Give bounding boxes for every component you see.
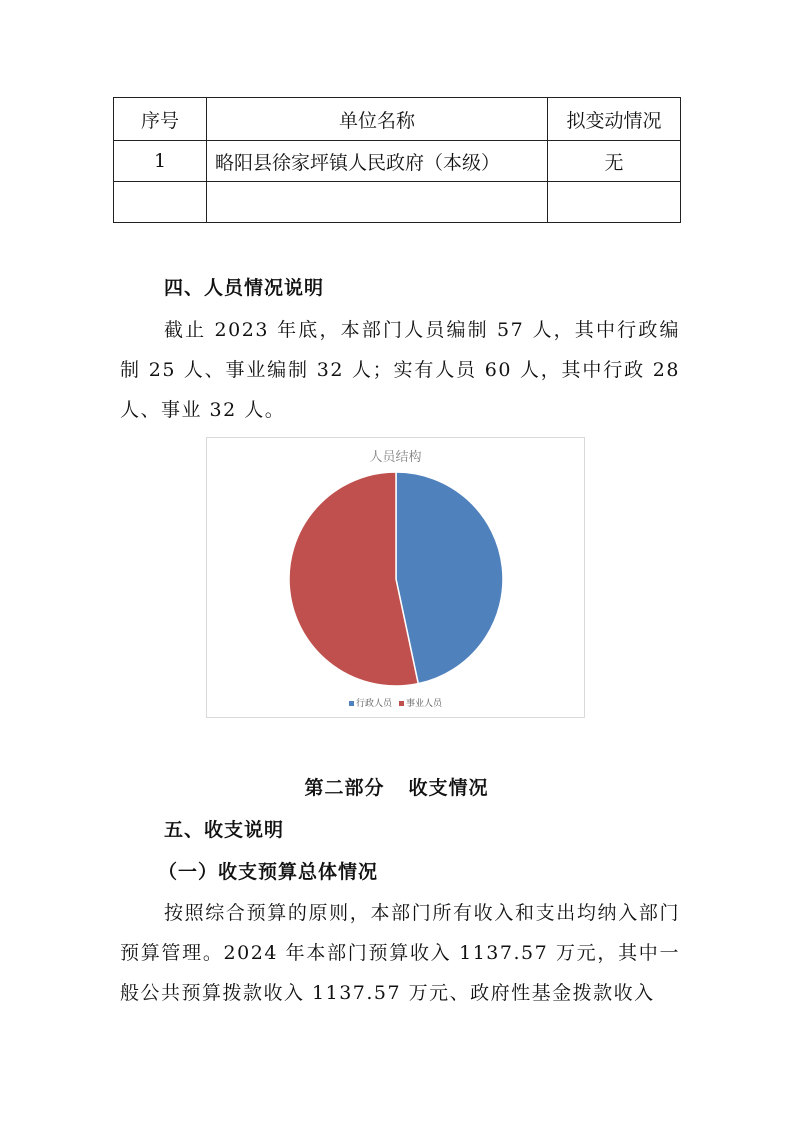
unit-change-table — [113, 97, 681, 223]
header-change-status: 拟变动情况 — [548, 98, 681, 141]
personnel-pie-chart — [206, 437, 585, 718]
cell-change-status — [548, 182, 681, 223]
header-index: 序号 — [114, 98, 207, 141]
chart-title: 人员结构 — [369, 450, 422, 465]
pie-svg — [207, 438, 584, 717]
section5-subheading: （一）收支预算总体情况 — [158, 861, 379, 883]
table-row — [114, 141, 681, 182]
header-unit-name: 单位名称 — [207, 98, 548, 141]
cell-index: 1 — [114, 141, 207, 182]
legend-swatch-admin — [349, 701, 354, 706]
section5-paragraph: 按照综合预算的原则，本部门所有收入和支出均纳入部门预算管理。2024 年本部门预算收入 1137.57 万元，其中一般公共预算拨款收入 1137.57 万元、政府性基金拨款收入 — [120, 902, 680, 1004]
section4-paragraph: 截止 2023 年底，本部门人员编制 57 人，其中行政编制 25 人、事业编制 32 人；实有人员 60 人，其中行政 28 人、事业 32 人。 — [120, 319, 680, 421]
part2-title — [0, 773, 793, 800]
legend-label-admin: 行政人员 — [356, 699, 393, 709]
legend-item-institution — [399, 696, 442, 709]
part2-label: 第二部分 — [304, 777, 385, 799]
chart-legend — [207, 696, 584, 709]
legend-item-admin — [349, 696, 392, 709]
part2-name: 收支情况 — [408, 777, 489, 799]
legend-label-institution: 事业人员 — [405, 699, 442, 709]
legend-swatch-institution — [399, 701, 404, 706]
cell-index — [114, 182, 207, 223]
table-row — [114, 182, 681, 223]
cell-unit-name — [207, 182, 548, 223]
cell-unit-name: 略阳县徐家坪镇人民政府（本级） — [207, 141, 548, 182]
table-header-row — [114, 98, 681, 141]
cell-change-status: 无 — [548, 141, 681, 182]
section4-heading: 四、人员情况说明 — [164, 277, 325, 299]
section5-heading: 五、收支说明 — [164, 819, 285, 841]
